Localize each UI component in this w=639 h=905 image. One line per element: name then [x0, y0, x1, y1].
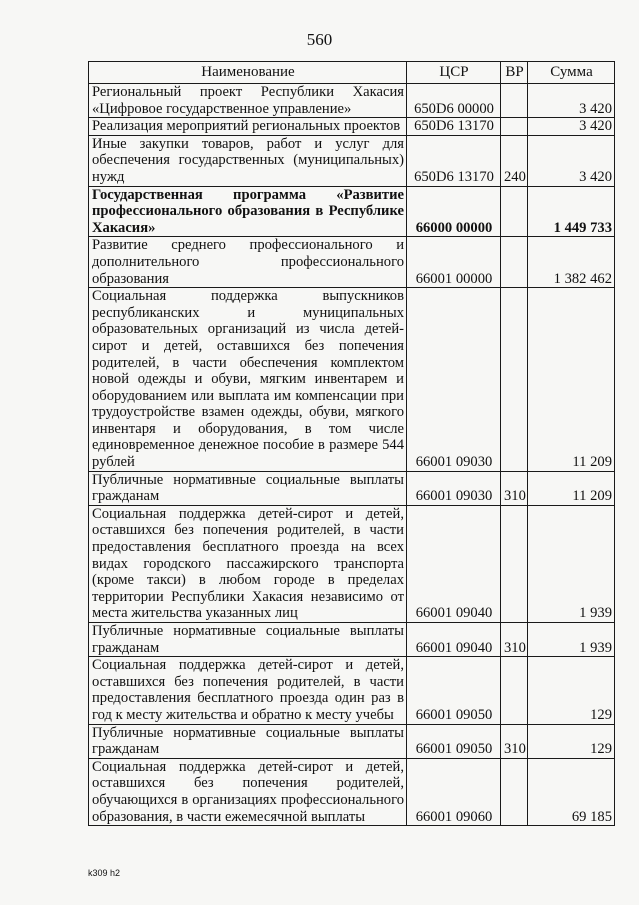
row-sum-cell: 69 185	[528, 758, 615, 825]
table-header-row	[89, 62, 615, 84]
row-sum-cell: 129	[528, 657, 615, 724]
row-vr-cell	[501, 288, 528, 472]
row-vr-cell: 310	[501, 724, 528, 758]
table-row	[89, 505, 615, 622]
row-csr-cell: 66001 09060	[407, 758, 501, 825]
row-name-cell: Социальная поддержка детей-сирот и детей, оставшихся без попечения родителей, обучающихся в организациях профессионального образования, в части ежемесячной выплаты	[89, 758, 407, 825]
row-sum-cell: 3 420	[528, 118, 615, 136]
row-name-cell: Государственная программа «Развитие профессионального образования в Республике Хакасия»	[89, 186, 407, 237]
header-sum: Сумма	[528, 62, 615, 84]
table-row	[89, 623, 615, 657]
row-vr-cell	[501, 505, 528, 622]
row-name-cell: Публичные нормативные социальные выплаты гражданам	[89, 471, 407, 505]
row-csr-cell: 650D6 13170	[407, 118, 501, 136]
table-row	[89, 657, 615, 724]
row-vr-cell	[501, 118, 528, 136]
row-sum-cell: 1 939	[528, 505, 615, 622]
table-row	[89, 84, 615, 118]
table-body	[89, 84, 615, 826]
row-sum-cell: 1 449 733	[528, 186, 615, 237]
row-name-cell: Реализация мероприятий региональных проектов	[89, 118, 407, 136]
row-name-cell: Социальная поддержка детей-сирот и детей, оставшихся без попечения родителей, в части предоставления бесплатного проезда один раз в год к месту жительства и обратно к месту учебы	[89, 657, 407, 724]
table-row	[89, 237, 615, 288]
row-csr-cell: 650D6 13170	[407, 135, 501, 186]
table-row	[89, 135, 615, 186]
table-row	[89, 288, 615, 472]
row-name-cell: Социальная поддержка выпускников республиканских и муниципальных образовательных организаций из числа детей-сирот и детей, оставшихся без попечения родителей, в части обеспечения комплектом новой одежды и обуви, мягким инвентарем и оборудованием или выплата им компенсации при трудоустройстве взамен одежды, обуви, мягкого инвентаря и оборудования, в том числе единовременное денежное пособие в размере 544 рублей	[89, 288, 407, 472]
row-vr-cell	[501, 657, 528, 724]
row-sum-cell: 129	[528, 724, 615, 758]
page-number: 560	[306, 30, 333, 49]
row-csr-cell: 66001 09050	[407, 657, 501, 724]
table-row	[89, 471, 615, 505]
header-name: Наименование	[89, 62, 407, 84]
table-row	[89, 186, 615, 237]
footer-code: k309 h2	[88, 868, 121, 878]
row-name-cell: Публичные нормативные социальные выплаты гражданам	[89, 623, 407, 657]
row-sum-cell: 11 209	[528, 471, 615, 505]
row-csr-cell: 66001 09030	[407, 471, 501, 505]
row-sum-cell: 11 209	[528, 288, 615, 472]
budget-table	[88, 61, 615, 826]
row-name-cell: Социальная поддержка детей-сирот и детей, оставшихся без попечения родителей, в части предоставления бесплатного проезда на всех видах городского пассажирского транспорта (кроме такси) в любом городе в пределах территории Республики Хакасия независимо от места жительства указанных лиц	[89, 505, 407, 622]
row-sum-cell: 1 382 462	[528, 237, 615, 288]
table-row	[89, 724, 615, 758]
row-vr-cell: 310	[501, 471, 528, 505]
row-vr-cell	[501, 186, 528, 237]
header-vr: ВР	[501, 62, 528, 84]
row-csr-cell: 66001 09030	[407, 288, 501, 472]
row-vr-cell: 310	[501, 623, 528, 657]
row-name-cell: Иные закупки товаров, работ и услуг для обеспечения государственных (муниципальных) нужд	[89, 135, 407, 186]
row-sum-cell: 3 420	[528, 135, 615, 186]
row-csr-cell: 66001 09050	[407, 724, 501, 758]
row-csr-cell: 66001 09040	[407, 623, 501, 657]
row-csr-cell: 650D6 00000	[407, 84, 501, 118]
row-name-cell: Публичные нормативные социальные выплаты гражданам	[89, 724, 407, 758]
row-vr-cell	[501, 237, 528, 288]
table-row	[89, 118, 615, 136]
row-csr-cell: 66001 09040	[407, 505, 501, 622]
row-vr-cell	[501, 84, 528, 118]
header-csr: ЦСР	[407, 62, 501, 84]
row-name-cell: Региональный проект Республики Хакасия «Цифровое государственное управление»	[89, 84, 407, 118]
row-vr-cell: 240	[501, 135, 528, 186]
row-csr-cell: 66001 00000	[407, 237, 501, 288]
row-csr-cell: 66000 00000	[407, 186, 501, 237]
row-name-cell: Развитие среднего профессионального и дополнительного профессионального образования	[89, 237, 407, 288]
table-row	[89, 758, 615, 825]
row-sum-cell: 3 420	[528, 84, 615, 118]
row-vr-cell	[501, 758, 528, 825]
row-sum-cell: 1 939	[528, 623, 615, 657]
